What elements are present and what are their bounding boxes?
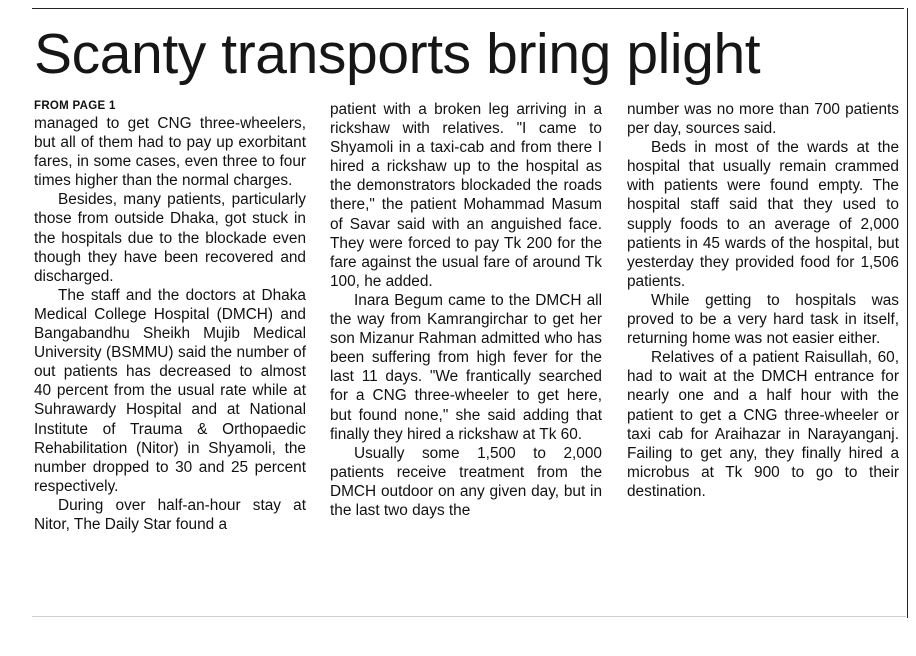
article-column-3 [627, 100, 899, 501]
article-column-1 [34, 100, 306, 534]
right-border-rule [907, 8, 908, 618]
paragraph: Beds in most of the wards at the hospital that usually remain crammed with patients were found empty. The hospital staff said that they used to supply foods to an average of 2,000 patients in 45 wards of the hospital, but yesterday they provided food for 1,506 patients. [627, 139, 899, 290]
paragraph: While getting to hospitals was proved to be a very hard task in itself, returning home was not easier either. [627, 291, 899, 348]
bottom-border-rule [32, 616, 906, 617]
paragraph: managed to get CNG three-wheelers, but all of them had to pay up exorbitant fares, in some cases, even three to four times higher than the normal charges. [34, 115, 306, 190]
paragraph: Inara Begum came to the DMCH all the way from Kamrangirchar to get her son Mizanur Rahman admitted who has been suffering from high fever for the last 11 days. "We frantically searched for a CNG three-wheeler to get here, but found none," she said adding that finally they hired a rickshaw at Tk 60. [330, 291, 602, 443]
continued-from-label: FROM PAGE 1 [34, 100, 116, 112]
article-column-2 [330, 100, 602, 520]
paragraph: Usually some 1,500 to 2,000 patients receive treatment from the DMCH outdoor on any given day, but in the last two days the [330, 444, 602, 519]
paragraph: patient with a broken leg arriving in a rickshaw with relatives. "I came to Shyamoli in a taxi-cab and from there I hired a rickshaw up to the hospital as the demonstrators blockaded the roads there," the patient Mohammad Masum of Savar said with an anguished face. They were forced to pay Tk 200 for the fare against the usual fare of around Tk 100, he added. [330, 101, 602, 290]
paragraph: The staff and the doctors at Dhaka Medical College Hospital (DMCH) and Bangabandhu Sheikh Mujib Medical University (BSMMU) said the number of out patients has decreased to almost 40 percent from the usual rate while at Suhrawardy Hospital and at National Institute of Trauma & Orthopaedic Rehabilitation (Nitor) in Shyamoli, the number dropped to 30 and 25 percent respectively. [34, 286, 306, 495]
headline: Scanty transports bring plight [34, 22, 761, 86]
paragraph: number was no more than 700 patients per day, sources said. [627, 101, 899, 138]
paragraph: During over half-an-hour stay at Nitor, The Daily Star found a [34, 496, 306, 533]
paragraph: Relatives of a patient Raisullah, 60, had to wait at the DMCH entrance for nearly one and a half hour with the patient to get a CNG three-wheeler or taxi cab for Araihazar in Narayanganj. Failing to get any, they finally hired a microbus at Tk 900 to go to their destination. [627, 349, 899, 500]
top-border-rule [32, 8, 904, 9]
paragraph: Besides, many patients, particularly those from outside Dhaka, got stuck in the hospitals due to the blockade even though they have been recovered and discharged. [34, 191, 306, 285]
